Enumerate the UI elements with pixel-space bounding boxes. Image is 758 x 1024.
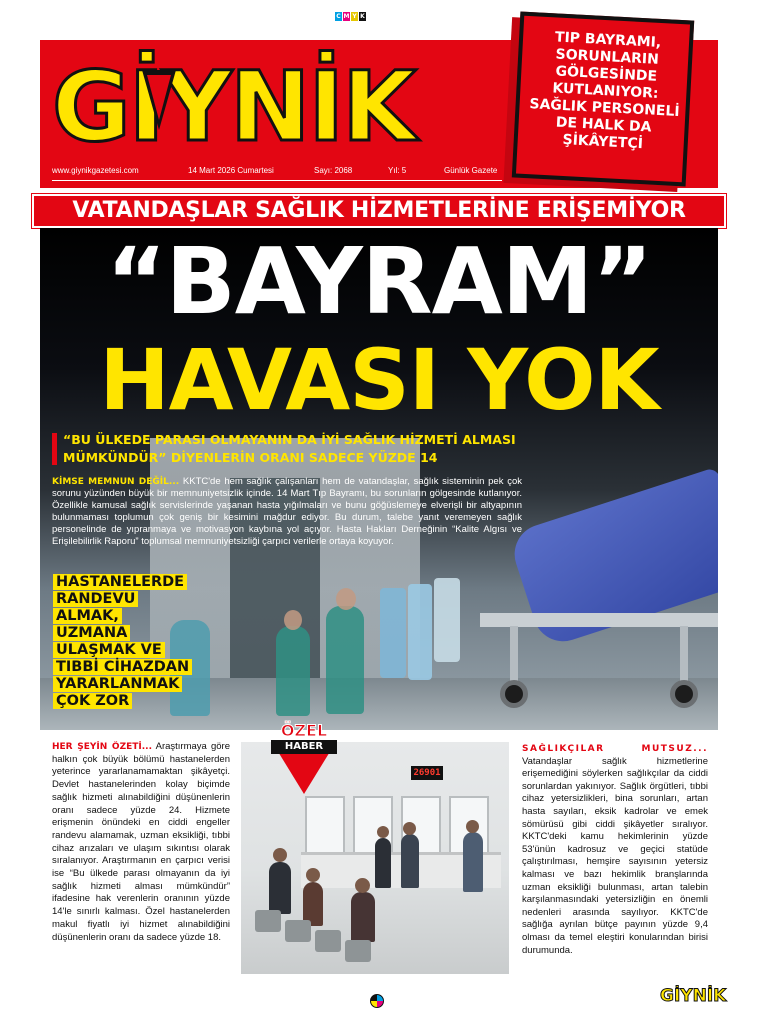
issue-date: 14 Mart 2026 Cumartesi bbox=[188, 166, 274, 175]
subheadline-marker bbox=[52, 433, 57, 465]
hanging-gown bbox=[434, 578, 460, 662]
right-column-kicker: SAĞLIKÇILAR MUTSUZ... bbox=[522, 744, 708, 754]
lede-text: KKTC'de hem sağlık çalışanları hem de vatandaşlar, sağlık sisteminin pek çok sorunu yüzünden büyük bir memnuniyetsizlik içinde. 14 Mart Tıp Bayramı, bu sorunların gölgesinde kutlanıyor. Özellikle kamusal sağlık servislerinde yaşanan hasta yığılmaları ve bunu göğüslemeye elverişli bir altyapının bulunmaması toplumun çok geniş bir kesimini mağdur ediyor. Bu durum, talebe yanıt veremeyen sağlık personelinde de yıpranmaya ve motivasyon kaybına yol açıyor. Hasta Hakları Derneğinin “Kalite Algısı ve Erişilebilirlik Raporu” toplumsal memnuniyetsizliği çarpıcı verilerle ortaya koyuyor. bbox=[52, 476, 522, 547]
staff-head bbox=[284, 610, 302, 630]
callout-box bbox=[53, 574, 193, 710]
right-column bbox=[522, 743, 708, 975]
waiting-chair bbox=[345, 940, 371, 962]
waiting-chair bbox=[315, 930, 341, 952]
lede-kicker: KİMSE MEMNUN DEĞİL... bbox=[52, 477, 180, 487]
staff-head bbox=[336, 588, 356, 610]
hanging-gown bbox=[408, 584, 432, 680]
masthead-divider bbox=[52, 180, 502, 181]
person-figure bbox=[351, 892, 375, 942]
waiting-chair bbox=[255, 910, 281, 932]
masthead-info-row bbox=[52, 166, 502, 180]
paper-type: Günlük Gazete bbox=[444, 166, 498, 175]
person-figure bbox=[375, 838, 391, 888]
yellow-swatch: Y bbox=[352, 13, 357, 20]
teaser-box[interactable] bbox=[512, 12, 694, 187]
logo-wedge-inner bbox=[147, 75, 171, 120]
waiting-chair bbox=[285, 920, 311, 942]
stretcher-leg bbox=[680, 626, 688, 686]
hanging-gown bbox=[380, 588, 406, 678]
footer-logo: GİYNİK bbox=[660, 986, 727, 1006]
callout-text: HASTANELERDE RANDEVU ALMAK, UZMANA ULAŞMAK VE TIBBİ CİHAZDAN YARARLANMAK ÇOK ZOR bbox=[53, 574, 192, 709]
person-head bbox=[273, 848, 287, 862]
red-headline-bar bbox=[32, 194, 726, 228]
person-head bbox=[306, 868, 320, 882]
issue-year: Yıl: 5 bbox=[388, 166, 407, 175]
stretcher-leg bbox=[510, 626, 518, 686]
exclusive-badge bbox=[271, 722, 337, 772]
main-headline-line2: HAVASI YOK bbox=[99, 331, 659, 429]
black-swatch: K bbox=[360, 13, 365, 20]
registration-target-icon bbox=[370, 994, 384, 1008]
queue-display: 26901 bbox=[411, 766, 443, 780]
exclusive-badge-line2: HABER bbox=[271, 740, 337, 754]
person-head bbox=[466, 820, 479, 833]
person-figure bbox=[463, 832, 483, 892]
right-column-text: Vatandaşlar sağlık hizmetlerine erişemediğini söylerken sağlıkçılar da ciddi sorunlardan yakınıyor. Sağlık örgütleri, tıbbi cihaz yetersizlikleri, bina sorunları, artan hasta sayıları, eksik kadrolar ve emek sömürüsü gibi ciddi şikâyetler sıralıyor. KKTC'deki kamu hekimlerinin yüzde 53'ünün kadrosuz ve geçici statüde çalıştırılması, hemşire sayısının yetersiz kalması ve bazı hekimlik branşlarında uzman eksikliği bulunması, artan talebin karşılanmasındaki yetersizliğin en önemli nedenleri arasında sayılıyor. KKTC'de sağlığa ayrılan bütçe payının yüzde 9,4 olması da temel eleştiri konularından birisi durumunda. bbox=[522, 755, 708, 956]
exclusive-badge-arrow bbox=[277, 750, 331, 794]
person-figure bbox=[269, 862, 291, 914]
person-head bbox=[355, 878, 370, 893]
person-head bbox=[403, 822, 416, 835]
staff-figure bbox=[326, 606, 364, 714]
newspaper-logo: GİYNİK bbox=[52, 51, 415, 163]
staff-figure bbox=[276, 626, 310, 716]
cyan-swatch: C bbox=[336, 13, 341, 20]
teaser-headline: TIP BAYRAMI, SORUNLARIN GÖLGESİNDE KUTLANIYOR: SAĞLIK PERSONELİ DE HALK DA ŞİKÂYETÇİ bbox=[529, 29, 680, 153]
lede-paragraph bbox=[52, 476, 522, 548]
left-column bbox=[52, 741, 230, 975]
main-headline-line1: “BAYRAM” bbox=[106, 228, 652, 335]
stretcher-wheel bbox=[670, 680, 698, 708]
left-column-text: Araştırmaya göre halkın çok büyük bölümü hastanelerden yeterince yararlanamamaktan şikâyetçi. Devlet hastanelerinden kolay biçimde sağlık hizmeti alınabildiğini düşünenlerin oranı sadece yüzde 24. Hizmete erişmenin önündeki en ciddi engeller randevu alamamak, uzman eksikliği, tıbbi cihaz arızaları ve ulaşım sıkıntısı olarak sıralanıyor. Araştırmanın en çarpıcı verisi ise “Bu ülkede parası olmayanın da iyi sağlık hizmeti alması mümkündür” ifadesine hak verenlerin oranının yüzde 14'le sınırlı kalması. Özel hastanelerden makul fiyatlı iyi hizmet alınabildiğini düşünenlerin oranı da sadece yüzde 18. bbox=[52, 741, 230, 943]
person-figure bbox=[401, 834, 419, 888]
cmyk-registration-mark bbox=[335, 12, 366, 22]
left-column-kicker: HER ŞEYİN ÖZETİ... bbox=[52, 742, 152, 752]
issue-number: Sayı: 2068 bbox=[314, 166, 353, 175]
exclusive-badge-line1: ÖZEL bbox=[280, 721, 328, 740]
person-head bbox=[377, 826, 389, 838]
website-link[interactable]: www.giynikgazetesi.com bbox=[52, 166, 139, 175]
stretcher-frame bbox=[480, 613, 718, 627]
magenta-swatch: M bbox=[343, 13, 350, 20]
stretcher-wheel bbox=[500, 680, 528, 708]
red-headline: VATANDAŞLAR SAĞLIK HİZMETLERİNE ERİŞEMİYOR bbox=[72, 198, 686, 223]
subheadline: “BU ÜLKEDE PARASI OLMAYANIN DA İYİ SAĞLIK HİZMETİ ALMASI MÜMKÜNDÜR” DİYENLERİN ORANI SADECE YÜZDE 14 bbox=[63, 432, 516, 465]
counter-window bbox=[305, 796, 345, 858]
